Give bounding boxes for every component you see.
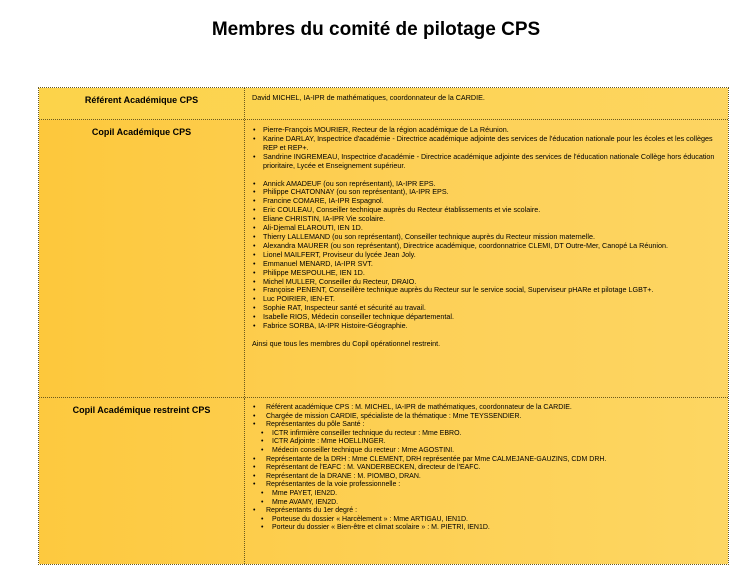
list-item: • Emmanuel MENARD, IA-IPR SVT. — [252, 260, 722, 269]
list-item: • Sandrine INGREMEAU, Inspectrice d'académie - Directrice académique adjointe des services de l'éducation nationale Collège hors éducation prioritaire, Lycée et Enseignement supérieur. — [252, 153, 722, 171]
restreint-list — [252, 404, 722, 430]
table-row-copil — [39, 120, 728, 398]
list-item: • Mme PAYET, IEN2D. — [260, 490, 722, 499]
list-item: • Philippe MESPOULHE, IEN 1D. — [252, 269, 722, 278]
list-item: • Médecin conseiller technique du recteur : Mme AGOSTINI. — [260, 447, 722, 456]
list-item: • Représentants du 1er degré : — [252, 507, 722, 516]
list-item: • Pierre-François MOURIER, Recteur de la région académique de La Réunion. — [252, 126, 722, 135]
list-item: • Représentantes du pôle Santé : — [252, 421, 722, 430]
list-item: • Porteur du dossier « Bien-être et climat scolaire » : M. PIETRI, IEN1D. — [260, 524, 722, 533]
table-row-referent — [39, 88, 728, 120]
list-item: • Philippe CHATONNAY (ou son représentant), IA-IPR EPS. — [252, 188, 722, 197]
row-label-copil: Copil Académique CPS — [39, 120, 245, 397]
list-item: • Annick AMADEUF (ou son représentant), IA-IPR EPS. — [252, 180, 722, 189]
list-item: • Thierry LALLEMAND (ou son représentant), Conseiller technique auprès du Recteur mission maternelle. — [252, 233, 722, 242]
list-item: • ICTR Adjointe : Mme HOELLINGER. — [260, 438, 722, 447]
list-item: • Lionel MAILFERT, Proviseur du lycée Jean Joly. — [252, 251, 722, 260]
list-item: • Ali-Djemal ELAROUTI, IEN 1D. — [252, 224, 722, 233]
copil-members-list — [252, 180, 722, 331]
list-item: • Isabelle RIOS, Médecin conseiller technique départemental. — [252, 313, 722, 322]
list-item: • Michel MULLER, Conseiller du Recteur, DRAIO. — [252, 278, 722, 287]
list-item: • Représentant de l'EAFC : M. VANDERBECKEN, directeur de l'EAFC. — [252, 464, 722, 473]
list-item: • Eliane CHRISTIN, IA-IPR Vie scolaire. — [252, 215, 722, 224]
list-item: • Représentantes de la voie professionnelle : — [252, 481, 722, 490]
table-row-copil-restreint — [39, 398, 728, 564]
row-label-referent: Référent Académique CPS — [39, 88, 245, 119]
pro-sublist — [260, 490, 722, 507]
copil-footer-text: Ainsi que tous les membres du Copil opérationnel restreint. — [252, 338, 441, 348]
list-item: • Porteuse du dossier « Harcèlement » : Mme ARTIGAU, IEN1D. — [260, 516, 722, 525]
page-title: Membres du comité de pilotage CPS — [211, 19, 541, 40]
list-item: • Eric COULEAU, Conseiller technique auprès du Recteur établissements et vie scolaire. — [252, 206, 722, 215]
list-item: • ICTR infirmière conseiller technique du recteur : Mme EBRO. — [260, 430, 722, 439]
list-item: • Référent académique CPS : M. MICHEL, IA-IPR de mathématiques, coordonnateur de la CARDIE. — [252, 404, 722, 413]
row-label-copil-restreint: Copil Académique restreint CPS — [39, 398, 245, 564]
list-item: • Représentant de la DRANE : M. PIOMBO, DRAN. — [252, 473, 722, 482]
list-item: • Françoise PENENT, Conseillère technique auprès du Recteur sur le service social, Superviseur pHARe et pilotage LGBT+. — [252, 286, 722, 295]
row-content-referent — [245, 88, 728, 119]
list-item: • Sophie RAT, Inspecteur santé et sécurité au travail. — [252, 304, 722, 313]
list-item: • Francine COMARE, IA-IPR Espagnol. — [252, 197, 722, 206]
list-item: • Karine DARLAY, Inspectrice d'académie - Directrice académique adjointe des services de l'éducation nationale pour les écoles et les collèges REP et REP+. — [252, 135, 722, 153]
list-item: • Représentante de la DRH : Mme CLEMENT, DRH représentée par Mme CALMEJANE-GAUZINS, CDM DRH. — [252, 456, 722, 465]
list-item: • Chargée de mission CARDIE, spécialiste de la thématique : Mme TEYSSENDIER. — [252, 413, 722, 422]
committee-table — [38, 87, 729, 565]
list-item: • Luc POIRIER, IEN-ET. — [252, 295, 722, 304]
restreint-list-3 — [252, 507, 722, 516]
list-item: • Alexandra MAURER (ou son représentant), Directrice académique, coordonnatrice CLEMI, DT Outre-Mer, Canopé La Réunion. — [252, 242, 722, 251]
referent-text: David MICHEL, IA-IPR de mathématiques, coordonnateur de la CARDIE. — [252, 93, 485, 102]
restreint-list-2 — [252, 456, 722, 490]
premier-degre-sublist — [260, 516, 722, 533]
row-content-copil-restreint — [245, 398, 728, 564]
list-item: • Fabrice SORBA, IA-IPR Histoire-Géographie. — [252, 322, 722, 331]
list-item: • Mme AVAMY, IEN2D. — [260, 499, 722, 508]
sante-sublist — [260, 430, 722, 456]
copil-leaders-list — [252, 126, 722, 171]
row-content-copil — [245, 120, 728, 397]
